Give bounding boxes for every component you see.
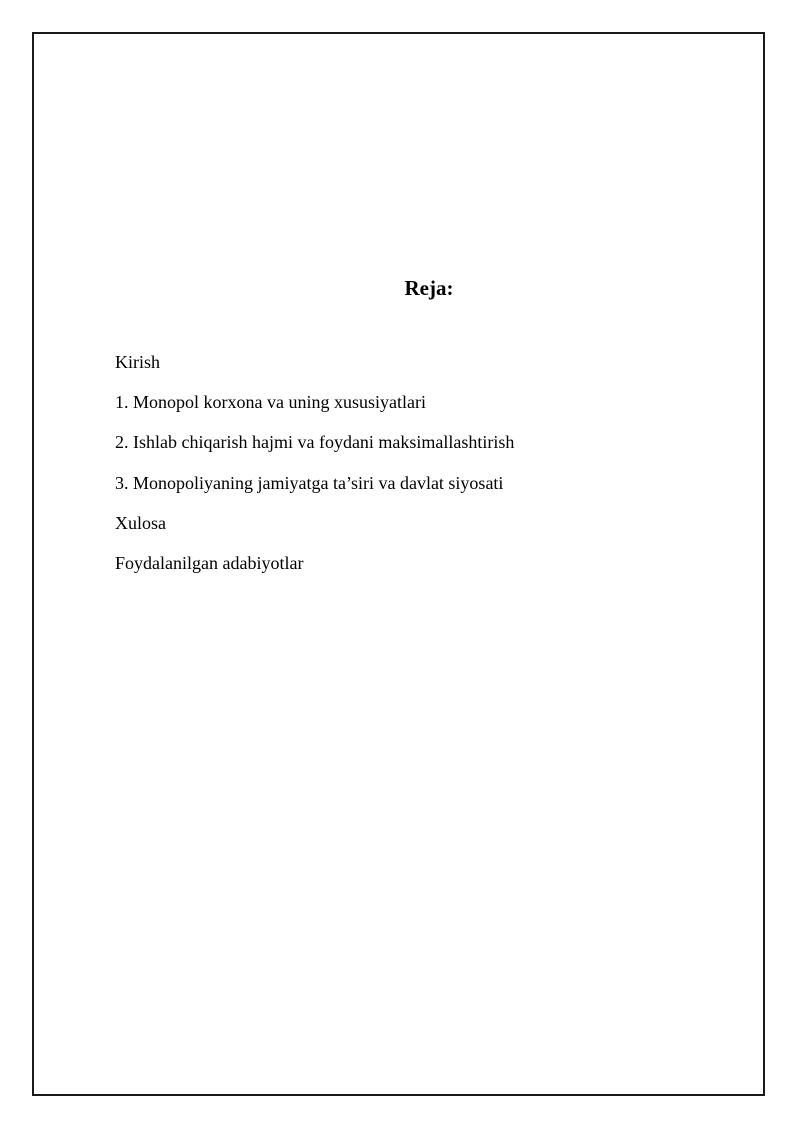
toc-item-section-1: 1. Monopol korxona va uning xususiyatlari [115, 392, 426, 413]
toc-item-section-3: 3. Monopoliyaning jamiyatga ta’siri va davlat siyosati [115, 472, 504, 493]
page-title: Reja: [404, 276, 454, 300]
table-of-contents [115, 350, 514, 591]
toc-item-section-2: 2. Ishlab chiqarish hajmi va foydani maksimallashtirish [115, 432, 515, 453]
toc-item-conclusion: Xulosa [115, 512, 166, 533]
toc-item-references: Foydalanilgan adabiyotlar [115, 552, 304, 573]
toc-item-introduction: Kirish [115, 352, 160, 372]
